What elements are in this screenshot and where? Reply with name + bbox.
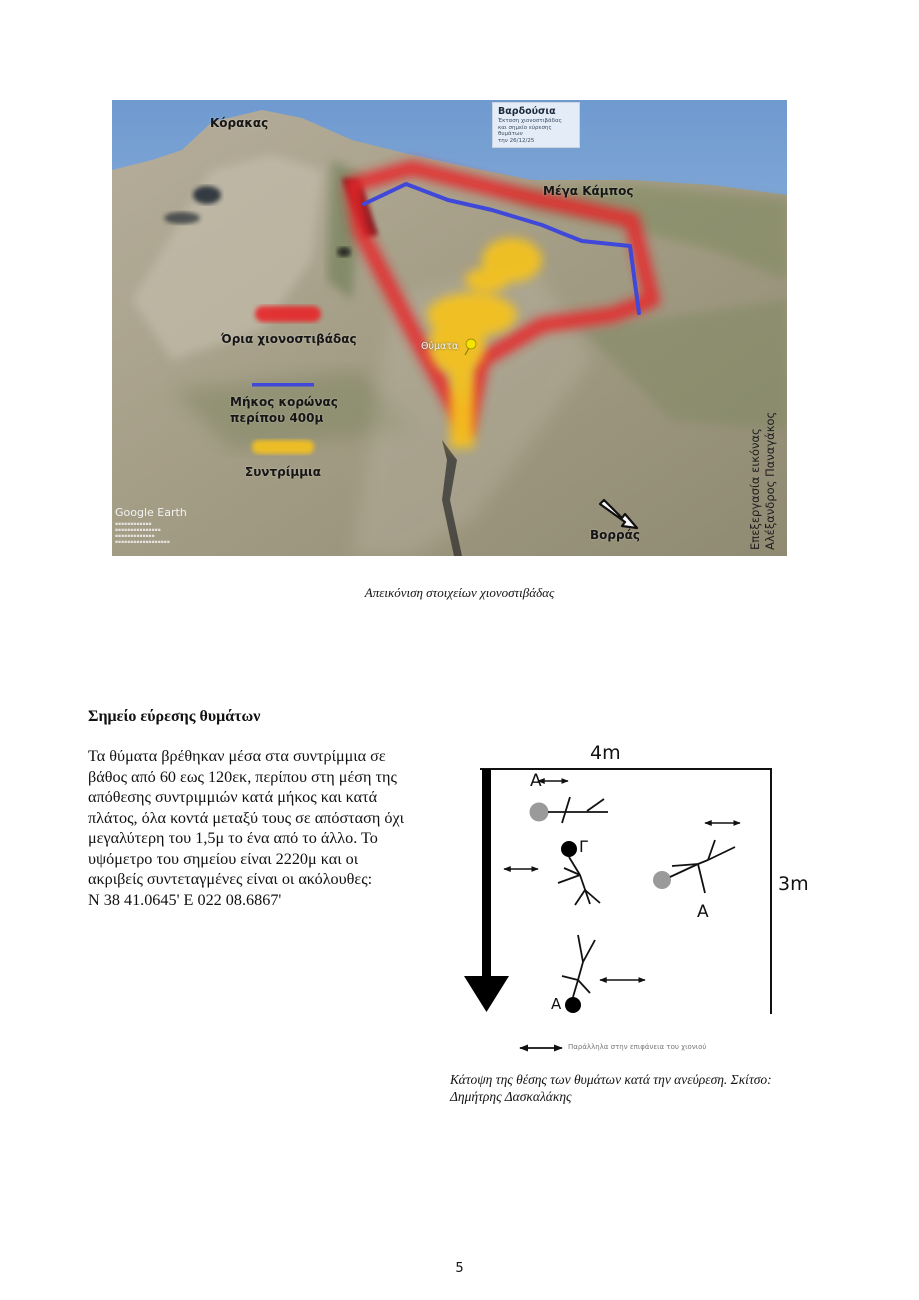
victim-label: Α xyxy=(551,995,562,1013)
paragraph-line: υψόμετρο του σημείου είναι 2220μ και οι xyxy=(88,849,359,868)
info-box-line: και σημείο εύρεσης θυμάτων xyxy=(498,124,552,137)
victim-figure xyxy=(653,840,735,893)
terrain-illustration xyxy=(112,100,787,556)
slope-arrow-shaft xyxy=(482,769,491,981)
label-victims-pin: Θύματα xyxy=(421,341,459,352)
coordinates-line: N 38 41.0645' E 022 08.6867' xyxy=(88,890,282,909)
sketch-legend-text: Παράλληλα στην επιφάνεια του χιονιού xyxy=(568,1043,707,1051)
label-mega-kampos: Μέγα Κάμπος xyxy=(543,184,634,198)
sketch-caption-line1: Κάτοψη της θέσης των θυμάτων κατά την ανεύρεση. Σκίτσο: xyxy=(450,1072,772,1087)
paragraph-line: πλάτος, όλα κοντά μεταξύ τους σε απόσταση όχι xyxy=(88,808,405,827)
sketch-drawing xyxy=(450,740,820,1060)
legend-bounds-swatch xyxy=(255,306,321,322)
info-box-title: Βαρδούσια xyxy=(498,106,556,117)
paragraph-line: Τα θύματα βρέθηκαν μέσα στα συντρίμμια σε xyxy=(88,747,386,765)
width-label: 4m xyxy=(590,742,621,764)
victim-figure xyxy=(530,797,609,823)
legend-label-crown-line1: Μήκος κορώνας xyxy=(230,395,338,409)
height-label: 3m xyxy=(778,873,809,895)
info-box-line: Έκταση χιονοστιβάδας xyxy=(498,118,562,124)
legend-debris-swatch xyxy=(252,440,314,454)
page-number: 5 xyxy=(455,1261,464,1276)
image-credit-line1: Επεξεργασία εικόνας xyxy=(748,428,762,550)
sketch-caption xyxy=(450,1071,830,1105)
paragraph-line: βάθος από 60 εως 120εκ, περίπου στη μέση της xyxy=(88,767,397,786)
paragraph-line: ακριβείς συντεταγμένες είναι οι ακόλουθες: xyxy=(88,870,373,888)
victim-label: Γ xyxy=(579,837,588,856)
victim-figure xyxy=(562,935,595,1013)
google-earth-logo: Google Earth xyxy=(115,506,187,519)
map-info-box xyxy=(492,102,580,148)
image-credit xyxy=(748,412,778,550)
figure1-caption: Απεικόνιση στοιχείων χιονοστιβάδας xyxy=(364,585,555,600)
paragraph-line: απόθεσης συντριμμιών κατά μήκος και κατά xyxy=(88,788,378,806)
sketch-caption-line2: Δημήτρης Δασκαλάκης xyxy=(450,1089,572,1104)
legend-label-crown-line2: περίπου 400μ xyxy=(230,411,324,425)
victims-position-sketch xyxy=(450,740,820,1060)
label-north: Βορράς xyxy=(590,528,640,542)
info-box-line: την 26/12/25 xyxy=(498,137,535,144)
label-korakas: Κόρακας xyxy=(210,116,269,130)
legend-label-debris: Συντρίμμια xyxy=(245,465,321,479)
paragraph-line: μεγαλύτερη του 1,5μ το ένα από το άλλο. Το xyxy=(88,829,378,847)
image-credit-line2: Αλέξανδρος Παναγάκος xyxy=(763,411,777,550)
legend-crown-swatch xyxy=(252,383,314,387)
victim-label: Α xyxy=(697,902,709,922)
victim-label: Α xyxy=(530,771,542,791)
section-heading: Σημείο εύρεσης θυμάτων xyxy=(88,708,261,725)
avalanche-terrain-image xyxy=(112,100,787,556)
section-paragraph xyxy=(88,746,458,910)
slope-arrow-head-icon xyxy=(464,976,509,1012)
imagery-credits: ▪▪▪▪▪▪▪▪▪▪▪▪ ▪▪▪▪▪▪▪▪▪▪▪▪▪▪▪ ▪▪▪▪▪▪▪▪▪▪▪▪▪ ▪▪▪▪▪▪▪▪▪▪▪▪▪▪▪▪▪▪ xyxy=(115,522,170,545)
legend-label-bounds: Όρια χιονοστιβάδας xyxy=(221,332,357,346)
